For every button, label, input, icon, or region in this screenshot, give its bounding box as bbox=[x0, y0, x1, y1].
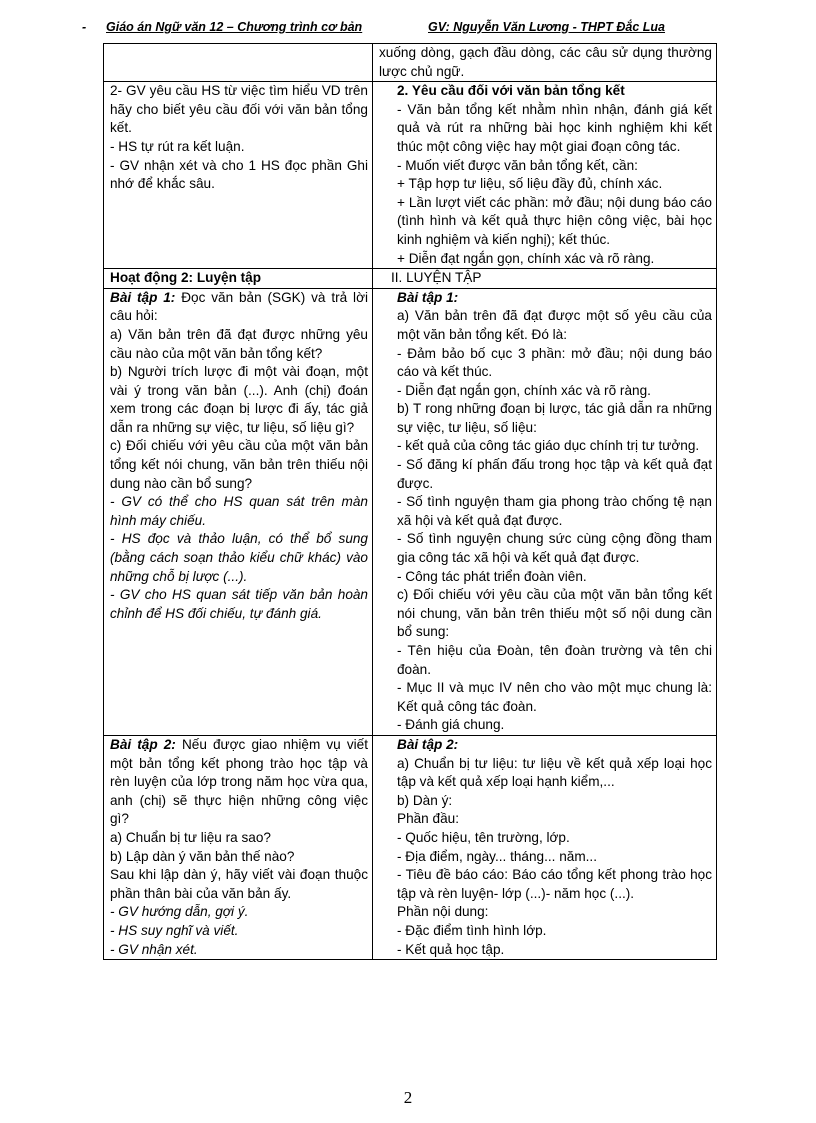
text-line: Hoạt động 2: Luyện tập bbox=[110, 270, 262, 286]
text-line: - Văn bản tổng kết nhằm nhìn nhận, đánh giá kết quả và rút ra những bài học kinh nghiệm khi kết thúc một công việc hay một giai đoạn công tác. bbox=[397, 101, 712, 154]
text-line: a) Chuẩn bị tư liệu: tư liệu về kết quả xếp loại học tập và kết quả xếp loại hạnh kiểm,... bbox=[397, 755, 712, 790]
text-line: - GV nhận xét và cho 1 HS đọc phần Ghi nhớ để khắc sâu. bbox=[110, 157, 368, 192]
text-line: - Số đăng kí phấn đấu trong học tập và kết quả đạt được. bbox=[397, 457, 712, 491]
text-line: a) Văn bản trên đã đạt được những yêu cầu nào của một văn bản tổng kết? bbox=[110, 326, 368, 361]
activity-cell bbox=[104, 269, 373, 289]
text-line: Phần nội dung: bbox=[397, 904, 489, 920]
content-cell bbox=[373, 44, 717, 82]
text-line: - Kết quả học tập. bbox=[397, 941, 505, 957]
text-line: Sau khi lập dàn ý, hãy viết vài đoạn thuộc phần thân bài của văn bản ấy. bbox=[110, 867, 368, 901]
text-line: - HS đọc và thảo luận, có thể bổ sung (bằng cách soạn thảo kiểu chữ khác) vào những chỗ bị lược (...). bbox=[110, 531, 368, 584]
text-line: - Số tình nguyện tham gia phong trào chống tệ nạn xã hội và kết quả đạt được. bbox=[397, 494, 712, 528]
exercise-label: Bài tập 1: bbox=[110, 289, 176, 305]
content-cell bbox=[373, 82, 717, 269]
text-line: - Số tình nguyện chung sức cùng cộng đồng tham gia công tác xã hội và kết quả đạt được. bbox=[397, 531, 712, 566]
page-header bbox=[82, 18, 732, 40]
text-line: b) T rong những đoạn bị lược, tác giả dẫn ra những sự việc, tư liệu, số liệu: bbox=[397, 401, 712, 435]
header-dash: - bbox=[82, 20, 87, 34]
exercise-prompt: Đọc văn bản (SGK) và trả lời câu hỏi: bbox=[110, 289, 369, 324]
text-line: - Quốc hiệu, tên trường, lớp. bbox=[397, 829, 570, 845]
text-line: - Đảm bảo bố cục 3 phần: mở đầu; nội dung báo cáo và kết thúc. bbox=[397, 345, 712, 380]
text-line: - Công tác phát triển đoàn viên. bbox=[397, 568, 587, 584]
activity-cell bbox=[104, 82, 373, 269]
exercise-prompt: Nếu được giao nhiệm vụ viết một bản tổng kết phong trào học tập và rèn luyện của lớp trong năm học vừa qua, anh (chị) sẽ thực hiện những công việc gì? bbox=[110, 736, 368, 827]
text-line: b) Người trích lược đi một vài đoạn, một vài ý trong văn bản (...). Anh (chị) đoán xem trong các đoạn bị lược đi ấy, tác giả dẫn ra những sự việc, tư liệu, số liệu gì? bbox=[110, 364, 368, 435]
exercise-label: Bài tập 2: bbox=[110, 736, 176, 752]
activity-cell bbox=[104, 44, 373, 82]
text-line: c) Đối chiếu với yêu cầu của một văn bản tổng kết nói chung, văn bản trên thiếu nội dung nào cần bổ sung? bbox=[110, 438, 368, 491]
text-line: II. LUYỆN TẬP bbox=[391, 270, 482, 286]
text-line: 2. Yêu cầu đối với văn bản tổng kết bbox=[397, 83, 625, 99]
text-line: - HS tự rút ra kết luận. bbox=[110, 138, 245, 154]
header-course-title: Giáo án Ngữ văn 12 – Chương trình cơ bản bbox=[106, 20, 363, 34]
table-row bbox=[104, 735, 717, 959]
text-line: - kết quả của công tác giáo dục chính trị tư tưởng. bbox=[397, 438, 700, 454]
activity-cell bbox=[104, 735, 373, 959]
text-line: Bài tập 2: bbox=[397, 736, 459, 752]
text-line: - HS suy nghĩ và viết. bbox=[110, 922, 239, 938]
text-line: - GV có thể cho HS quan sát trên màn hình máy chiếu. bbox=[110, 494, 368, 528]
text-line: - Đánh giá chung. bbox=[397, 717, 505, 733]
page-number: 2 bbox=[403, 1088, 413, 1107]
text-line: 2- GV yêu cầu HS từ việc tìm hiểu VD trên hãy cho biết yêu cầu đối với văn bản tổng kết. bbox=[110, 83, 368, 136]
text-line: Bài tập 1: bbox=[397, 289, 459, 305]
text-line: c) Đối chiếu với yêu cầu của một văn bản tổng kết nói chung, văn bản trên thiếu một số nội dung cần bổ sung: bbox=[397, 587, 712, 640]
table-row bbox=[104, 288, 717, 735]
text-line: - Tiêu đề báo cáo: Báo cáo tổng kết phong trào học tập và rèn luyện- lớp (...)- năm học (...). bbox=[397, 867, 712, 901]
text-line: a) Văn bản trên đã đạt được một số yêu cầu của một văn bản tổng kết. Đó là: bbox=[397, 308, 712, 342]
table-row bbox=[104, 82, 717, 269]
content-cell bbox=[373, 269, 717, 289]
text-line: - GV cho HS quan sát tiếp văn bản hoàn chỉnh để HS đối chiếu, tự đánh giá. bbox=[110, 587, 368, 621]
text-line: - Muốn viết được văn bản tổng kết, cần: bbox=[397, 157, 638, 173]
table-row bbox=[104, 269, 717, 289]
header-teacher-school: GV: Nguyễn Văn Lương - THPT Đắc Lua bbox=[428, 20, 666, 34]
text-line bbox=[110, 736, 368, 829]
activity-cell bbox=[104, 288, 373, 735]
text-line: a) Chuẩn bị tư liệu ra sao? bbox=[110, 829, 271, 845]
text-line bbox=[110, 289, 368, 326]
text-line: - Địa điểm, ngày... tháng... năm... bbox=[397, 848, 597, 864]
text-line: - GV nhận xét. bbox=[110, 941, 198, 957]
text-line: - GV hướng dẫn, gợi ý. bbox=[110, 904, 249, 920]
table-row bbox=[104, 44, 717, 82]
text-line: + Diễn đạt ngắn gọn, chính xác và rõ ràng. bbox=[397, 250, 655, 266]
content-cell bbox=[373, 288, 717, 735]
text-line: - Đặc điểm tình hình lớp. bbox=[397, 922, 547, 938]
text-line: b) Lập dàn ý văn bản thế nào? bbox=[110, 848, 295, 864]
text-line: - Diễn đạt ngắn gọn, chính xác và rõ ràng. bbox=[397, 382, 651, 398]
content-cell bbox=[373, 735, 717, 959]
text-line: Phần đầu: bbox=[397, 811, 459, 827]
text-line: b) Dàn ý: bbox=[397, 792, 453, 808]
text-line: + Lần lượt viết các phần: mở đầu; nội dung báo cáo (tình hình và kết quả thực hiện công việc, bài học kinh nghiệm và kiến nghị); kết thúc. bbox=[397, 194, 712, 247]
lesson-table bbox=[103, 43, 717, 960]
text-line: xuống dòng, gạch đầu dòng, các câu sử dụng thường lược chủ ngữ. bbox=[379, 45, 712, 79]
text-line: - Mục II và mục IV nên cho vào một mục chung là: Kết quả công tác đoàn. bbox=[397, 680, 712, 714]
text-line: + Tập hợp tư liệu, số liệu đầy đủ, chính xác. bbox=[397, 176, 663, 192]
text-line: - Tên hiệu của Đoàn, tên đoàn trường và tên chi đoàn. bbox=[397, 643, 712, 677]
